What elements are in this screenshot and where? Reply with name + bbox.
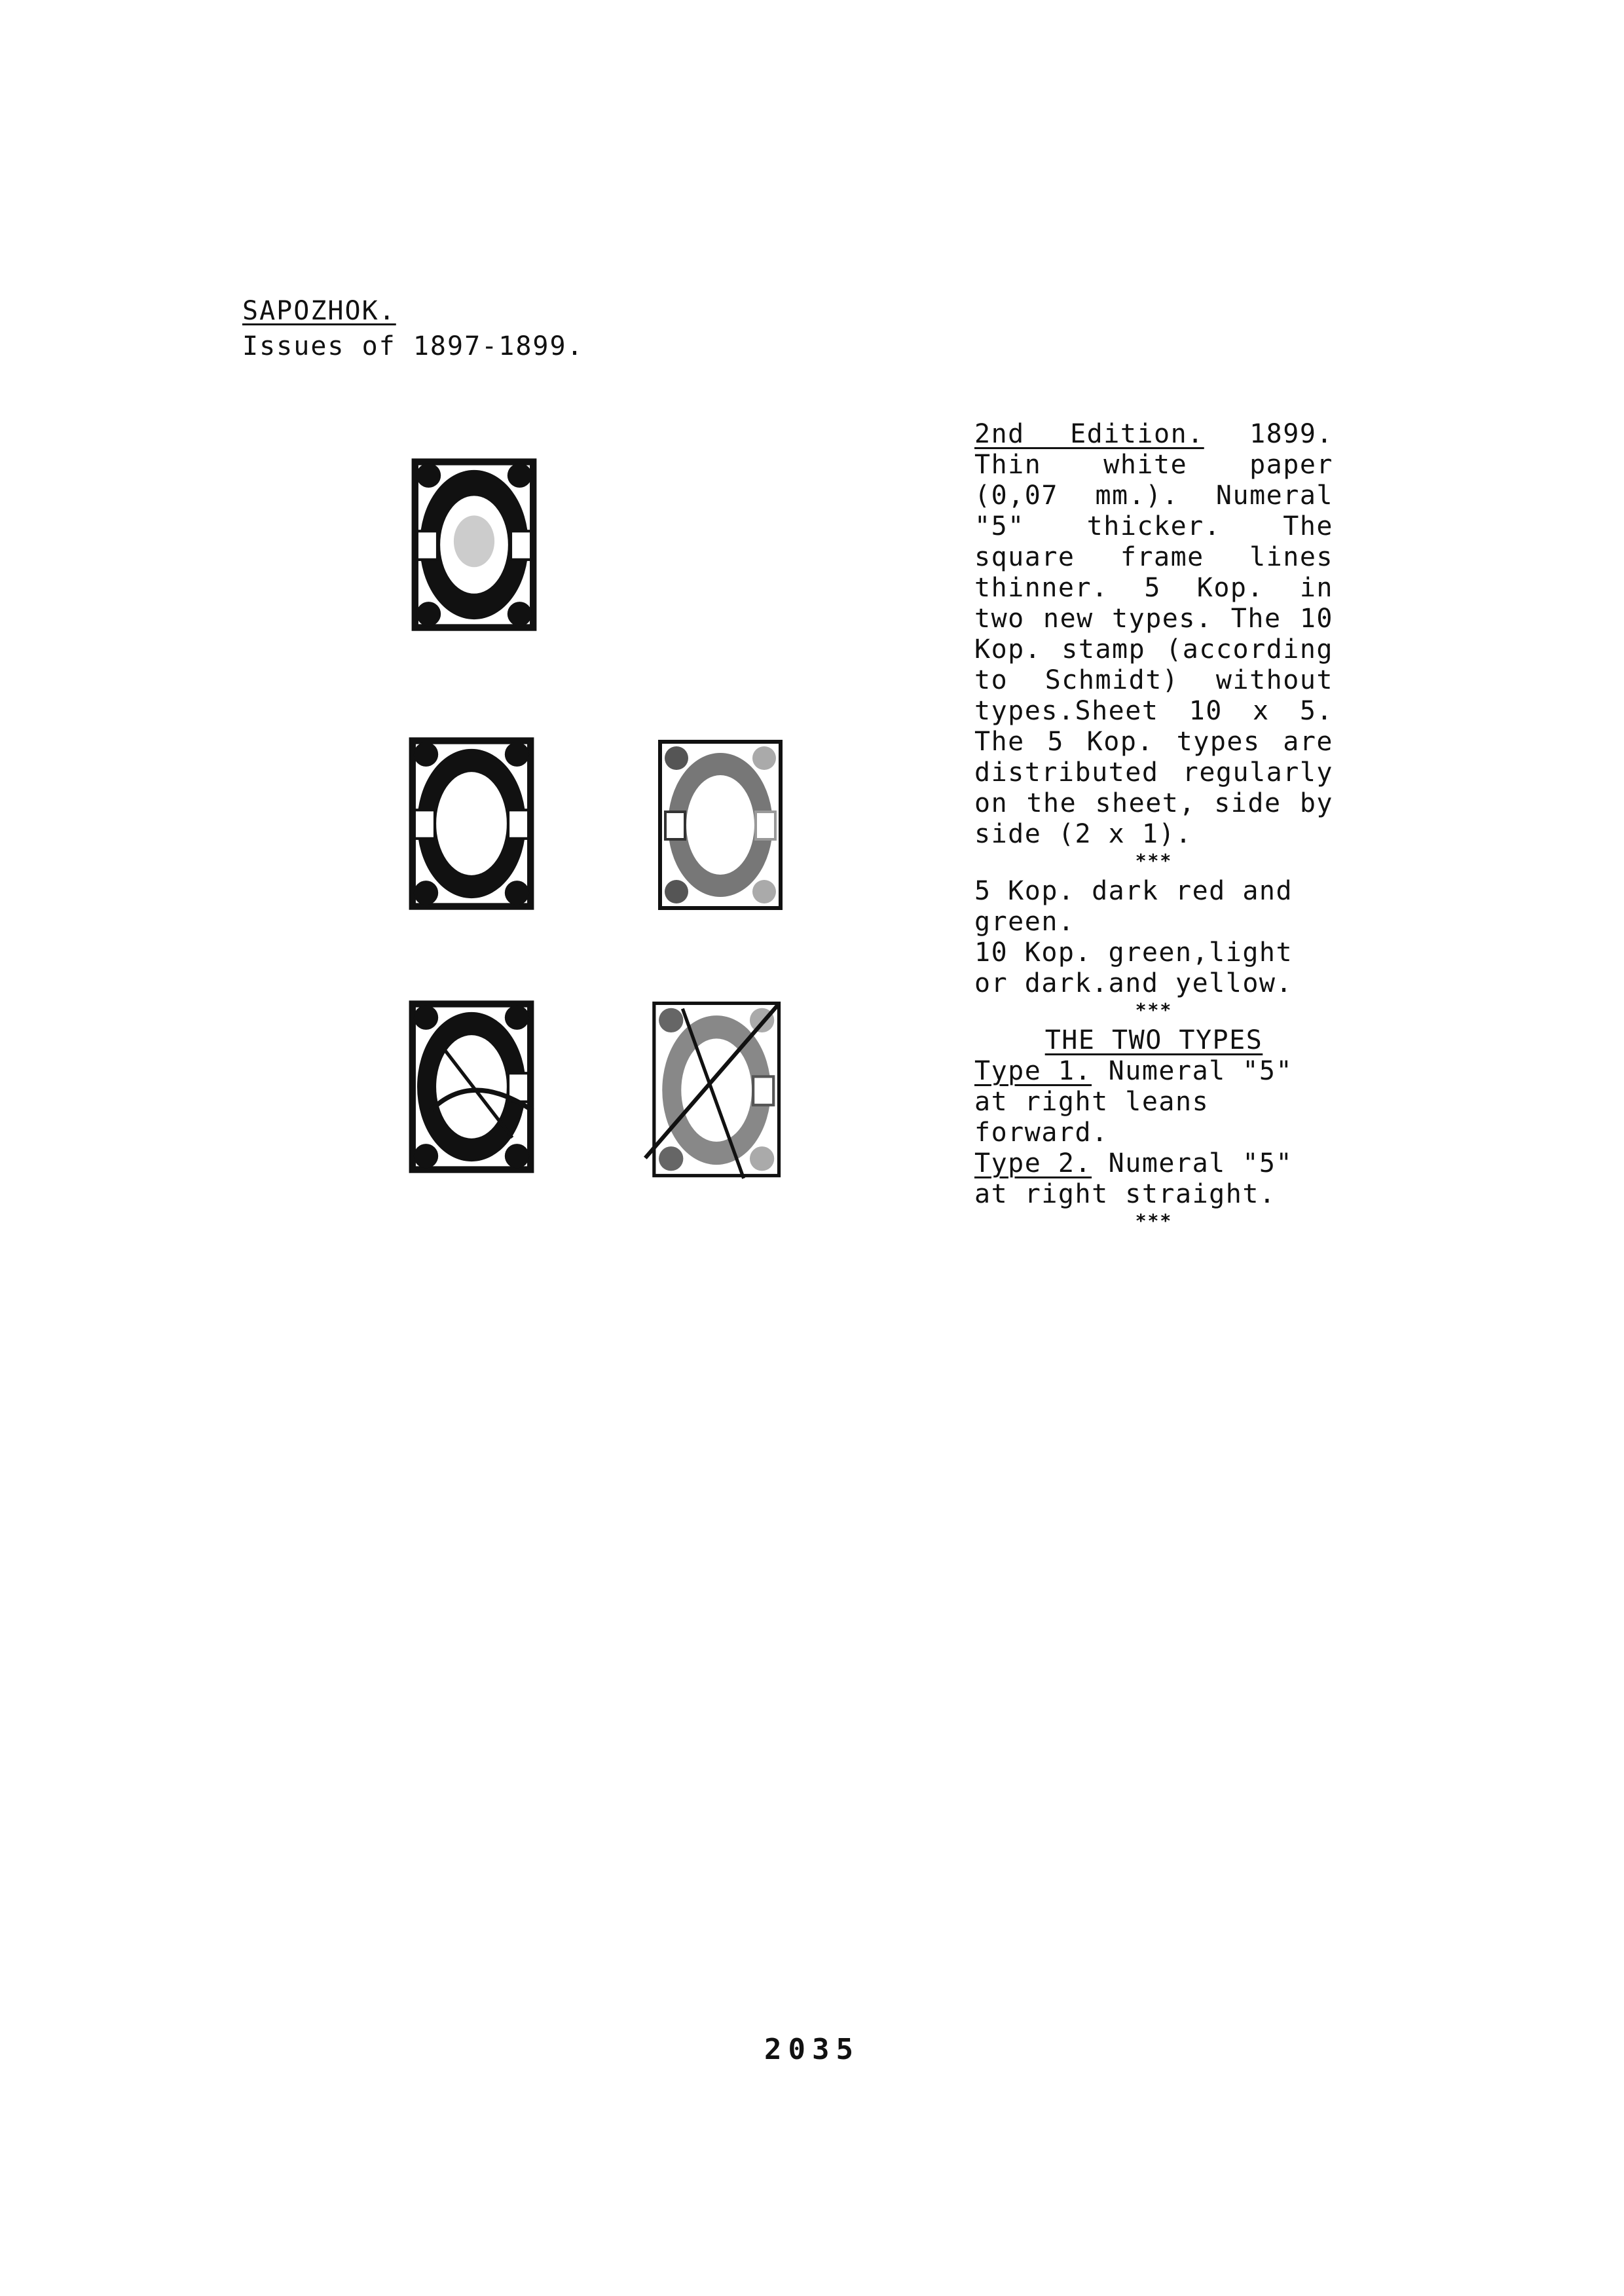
type-1-entry [974, 1056, 1333, 1148]
separator-3: *** [1135, 1210, 1173, 1231]
type-2-text: Numeral "5" at right straight. [974, 1148, 1293, 1209]
edition-year: 1899. [1249, 419, 1333, 449]
edition-heading: 2nd Edition. [974, 419, 1204, 449]
edition-description: Thin white paper (0,07 mm.). Numeral "5" thicker. The square frame lines thinner. 5 Kop. in two new types. The 10 Kop. stamp (according to Schmidt) without types.Sheet 10 x 5. The 5 Kop. types are distributed regularly on the sheet, side by side (2 x 1). [974, 450, 1333, 849]
stamp-image-10-kop-postmarked-a [403, 995, 540, 1178]
separator-2: *** [1135, 999, 1173, 1021]
type-1-label: Type 1. [974, 1056, 1092, 1086]
types-heading: THE TWO TYPES [1044, 1025, 1263, 1055]
color-entry-10-kop: 10 Kop. green,light or dark.and yellow. [974, 938, 1293, 998]
stamp-image-10-kop-b [655, 733, 786, 917]
stamp-image-10-kop-postmarked-b [640, 995, 786, 1182]
page-number: 2035 [764, 2033, 860, 2066]
page-title: SAPOZHOK. [242, 296, 396, 326]
stamp-image-10-kop-a [403, 732, 540, 915]
separator-1: *** [1135, 850, 1173, 871]
type-2-entry [974, 1148, 1333, 1210]
type-2-label: Type 2. [974, 1148, 1092, 1178]
edition-section [974, 419, 1333, 1236]
edition-heading-line [974, 419, 1333, 450]
type-1-text: Numeral "5" at right leans forward. [974, 1056, 1293, 1148]
page-subtitle: Issues of 1897-1899. [242, 331, 584, 361]
color-entry-5-kop: 5 Kop. dark red and green. [974, 876, 1293, 937]
stamp-image-5-kop [406, 453, 542, 636]
types-heading-line [974, 1025, 1333, 1056]
